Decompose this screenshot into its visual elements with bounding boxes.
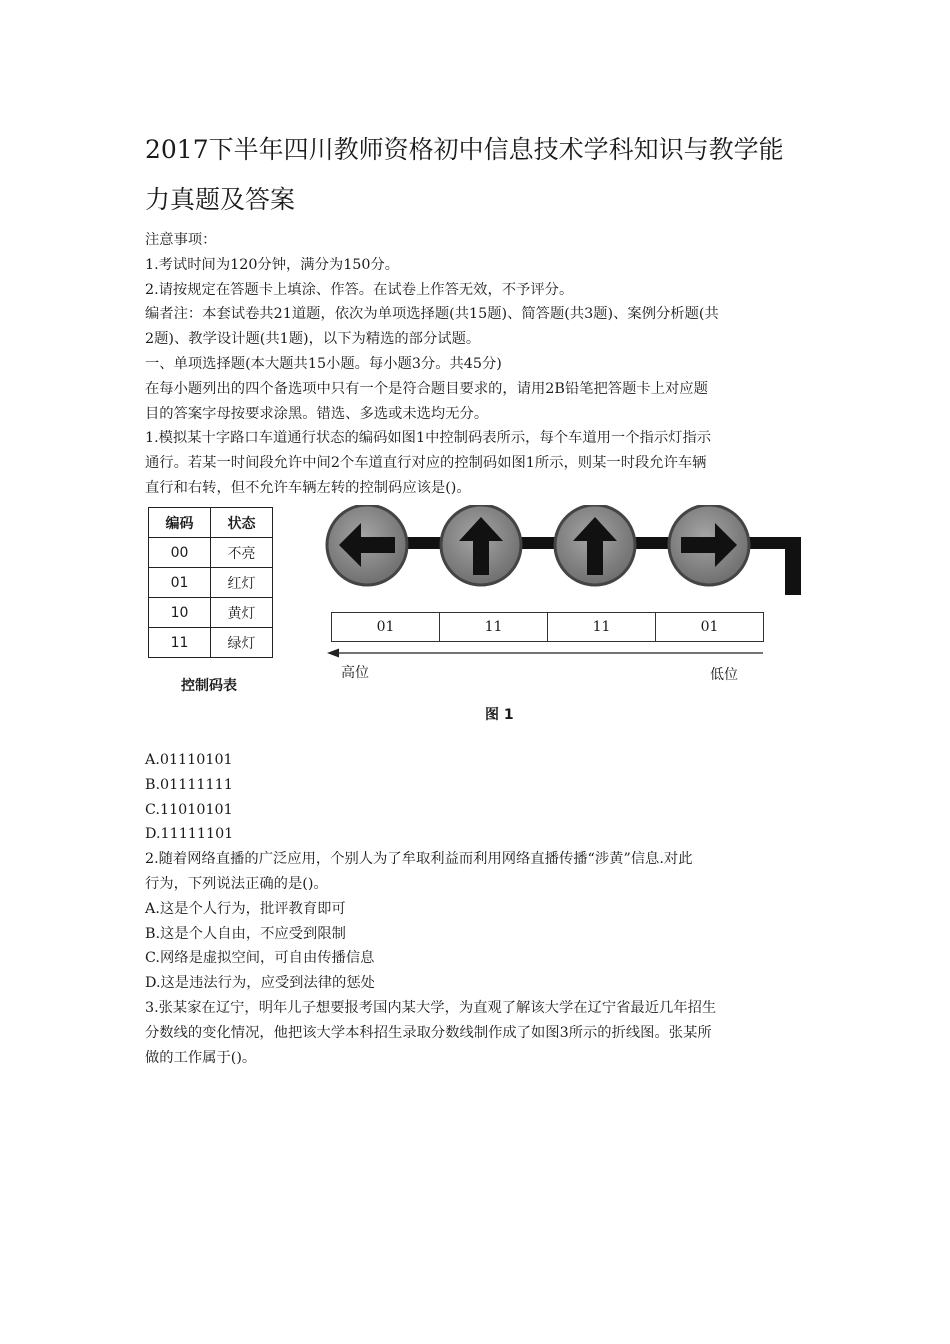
section-instruction: 目的答案字母按要求涂黑。错选、多选或未选均无分。 [145,405,489,422]
intro-section [145,228,810,501]
option-a: A.01110101 [145,752,233,768]
question-1-stem: 直行和右转，但不允许车辆左转的控制码应该是()。 [145,479,471,496]
high-low-arrow [325,647,765,659]
option-d: D.这是违法行为，应受到法律的惩处 [145,975,375,992]
table-row [149,598,273,628]
table-cell: 黄灯 [211,598,273,628]
table-cell: 01 [149,568,211,598]
control-code-bits [331,612,764,642]
section-instruction: 在每小题列出的四个备选项中只有一个是符合题目要求的，请用2B铅笔把答题卡上对应题 [145,380,708,397]
question-1-stem: 1.模拟某十字路口车道通行状态的编码如图1中控制码表所示，每个车道用一个指示灯指示 [145,430,712,447]
table-cell: 00 [149,538,211,568]
question-3-stem: 分数线的变化情况，他把该大学本科招生录取分数线制作成了如图3所示的折线图。张某所 [145,1024,712,1041]
document-title-line-1: 2017下半年四川教师资格初中信息技术学科知识与教学能 [145,135,784,164]
figure-caption: 图 1 [485,707,514,723]
notice-item: 2.请按规定在答题卡上填涂、作答。在试卷上作答无效，不予评分。 [145,281,574,298]
arrow-left-icon [327,505,407,585]
bit-cell: 11 [548,613,656,642]
option-a: A.这是个人行为，批评教育即可 [145,900,346,917]
table-cell: 不亮 [211,538,273,568]
table-row [149,538,273,568]
bit-cell: 11 [440,613,548,642]
section-heading: 一、单项选择题(本大题共15小题。每小题3分。共45分) [145,355,502,372]
bit-cell: 01 [656,613,764,642]
table-header-cell: 编码 [149,508,211,538]
table-cell: 10 [149,598,211,628]
questions-section [145,748,810,1070]
arrow-up-icon [441,505,521,585]
question-2-stem: 2.随着网络直播的广泛应用，个别人为了牟取利益而利用网络直播传播“涉黄”信息.对此 [145,851,693,868]
notice-item: 1.考试时间为120分钟，满分为150分。 [145,256,400,273]
table-cell: 11 [149,628,211,658]
table-row [149,628,273,658]
control-code-table [148,507,273,658]
document-title-line-2: 力真题及答案 [145,185,296,214]
option-d: D.11111101 [145,826,234,843]
arrow-up-icon [555,505,635,585]
table-cell: 红灯 [211,568,273,598]
question-3-stem: 做的工作属于()。 [145,1049,257,1066]
traffic-lights-illustration [315,505,810,605]
editor-note: 2题)、教学设计题(共1题)，以下为精选的部分试题。 [145,331,481,348]
control-table-caption: 控制码表 [181,678,237,694]
option-b: B.01111111 [145,776,233,793]
option-c: C.11010101 [145,801,233,818]
question-1-stem: 通行。若某一时间段允许中间2个车道直行对应的控制码如图1所示，则某一时段允许车辆 [145,455,707,472]
light-pole [785,537,801,595]
editor-note: 编者注：本套试卷共21道题，依次为单项选择题(共15题)、简答题(共3题)、案例分析题(共 [145,306,719,323]
table-cell: 绿灯 [211,628,273,658]
table-header-row [149,508,273,538]
question-3-stem: 3.张某家在辽宁，明年儿子想要报考国内某大学，为直观了解该大学在辽宁省最近几年招生 [145,999,717,1016]
high-bit-label: 高位 [341,665,369,681]
option-c: C.网络是虚拟空间，可自由传播信息 [145,950,375,967]
figure-1 [145,505,810,735]
low-bit-label: 低位 [710,667,738,683]
bit-cell: 01 [332,613,440,642]
table-header-cell: 状态 [211,508,273,538]
notice-heading: 注意事项： [145,232,217,248]
arrow-right-icon [669,505,749,585]
table-row [149,568,273,598]
option-b: B.这是个人自由，不应受到限制 [145,925,346,942]
question-2-stem: 行为，下列说法正确的是()。 [145,875,328,892]
bits-row [332,613,764,642]
